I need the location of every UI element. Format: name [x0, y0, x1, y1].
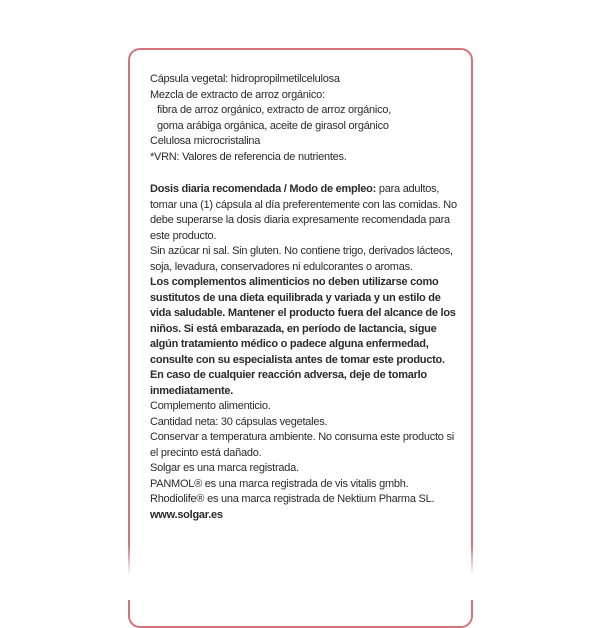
dosage-heading: Dosis diaria recomendada / Modo de empleo: [150, 183, 377, 195]
label-content [130, 50, 471, 523]
ingredients-section [150, 72, 458, 165]
border-fade-left [120, 545, 138, 600]
ingredient-line: Mezcla de extracto de arroz orgánico: [150, 88, 325, 101]
supplement-label-card [128, 48, 473, 628]
allergen-statement: Sin azúcar ni sal. Sin gluten. No contiene trigo, derivados lácteos, soja, levadura, conservadores ni edulcorantes o aromas. [150, 245, 453, 273]
ingredient-line: Celulosa microcristalina [150, 135, 261, 147]
ingredient-line: Cápsula vegetal: hidropropilmetilcelulosa [150, 73, 340, 85]
border-fade-right [462, 545, 480, 600]
website-url: www.solgar.es [150, 508, 223, 521]
ingredient-line: fibra de arroz orgánico, extracto de arroz orgánico, [157, 104, 392, 116]
statement-panmol-trademark: PANMOL® es una marca registrada de vis vitalis gmbh. [150, 477, 409, 490]
statement-conservacion: Conservar a temperatura ambiente. No consuma este producto si el precinto está dañado. [150, 431, 454, 459]
warning-statement: Los complementos alimenticios no deben utilizarse como sustitutos de una dieta equilibrada y variada y un estilo de vida saludable. Mantener el producto fuera del alcance de los niños. Si está embarazada, en período de lactancia, sigue algún tratamiento médico o padece alguna enfermedad, consulte con su especialista antes de tomar este producto. En caso de cualquier reacción adversa, deje de tomarlo inmediatamente. [150, 276, 456, 397]
statement-cantidad-neta: Cantidad neta: 30 cápsulas vegetales. [150, 415, 328, 428]
dosage-section [150, 182, 458, 244]
dosage-text: para adultos, tomar una (1) cápsula al día preferentemente con las comidas. No debe superarse la dosis diaria expresamente recomendada para este producto. [150, 183, 457, 242]
ingredient-line: goma arábiga orgánica, aceite de girasol orgánico [157, 119, 389, 132]
vrn-footnote: *VRN: Valores de referencia de nutrientes. [150, 150, 347, 163]
statement-rhodiolife-trademark: Rhodiolife® es una marca registrada de Nektium Pharma SL. [150, 493, 435, 505]
statement-complemento: Complemento alimenticio. [150, 400, 271, 412]
statement-solgar-trademark: Solgar es una marca registrada. [150, 462, 299, 474]
